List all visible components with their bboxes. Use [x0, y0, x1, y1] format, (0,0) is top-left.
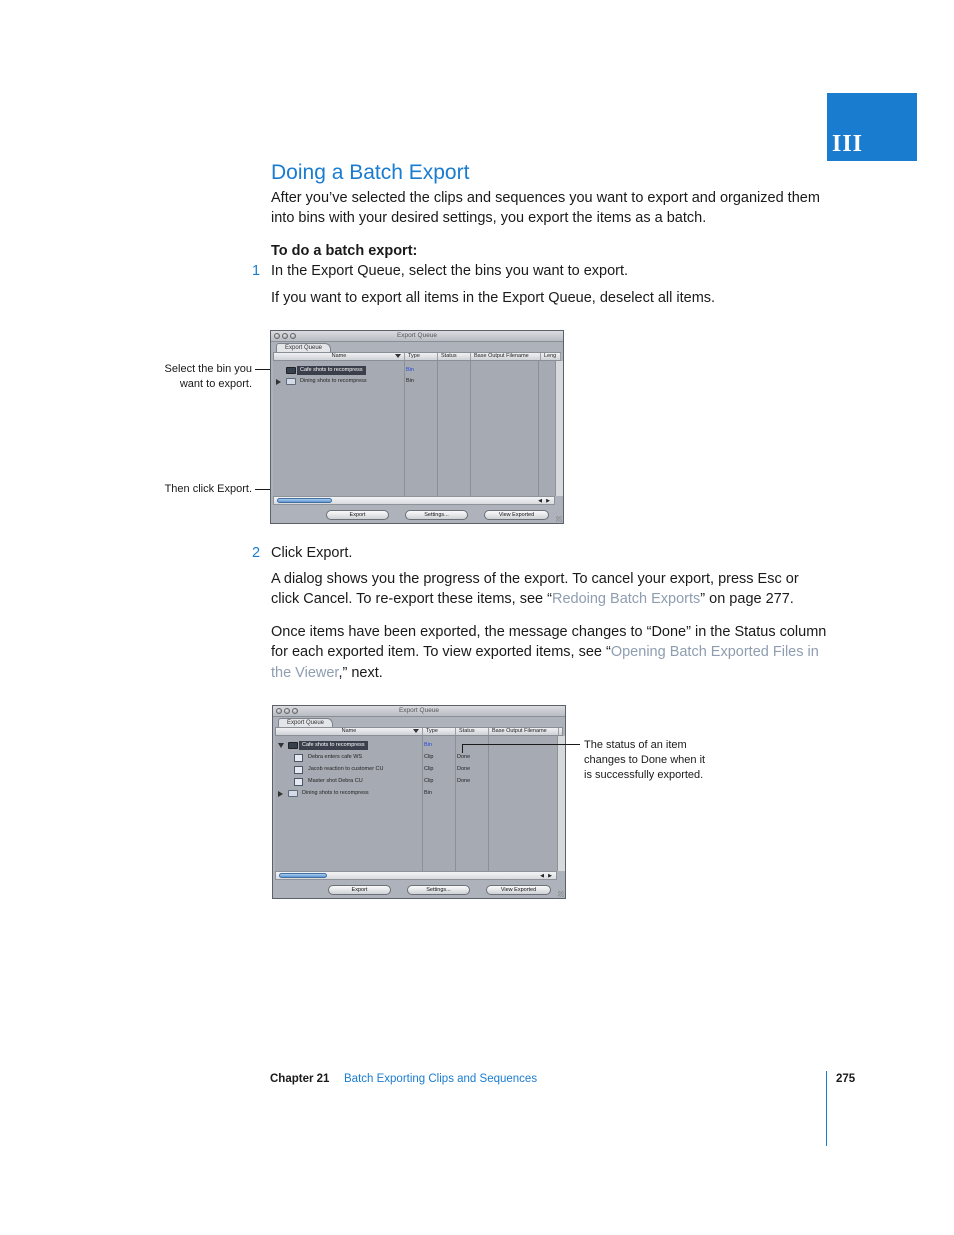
part-tab-label: III: [832, 131, 864, 157]
resize-grip-icon[interactable]: [558, 891, 564, 897]
column-header: [275, 727, 563, 736]
column-status[interactable]: Status: [438, 353, 471, 360]
column-base-output-filename[interactable]: Base Output Filename: [471, 353, 541, 360]
export-button[interactable]: Export: [326, 510, 389, 520]
list-item-name: Jacob reaction to customer CU: [308, 766, 384, 772]
settings-button[interactable]: Settings...: [407, 885, 470, 895]
callout-select-bin: [150, 362, 252, 392]
column-length[interactable]: Leng: [541, 353, 561, 360]
page-number: 275: [836, 1073, 856, 1085]
link-opening-batch-exported-files[interactable]: Opening Batch Exported Files in: [610, 644, 819, 660]
folder-icon: [288, 742, 298, 749]
column-header: [273, 352, 561, 361]
export-button[interactable]: Export: [328, 885, 391, 895]
scroll-right-icon[interactable]: ▶: [546, 498, 550, 504]
task-heading: To do a batch export:: [271, 243, 418, 259]
step-2-para2-line1: Once items have been exported, the message changes to “Done” in the Status column: [271, 624, 827, 640]
list-item-name: Master shot Debra CU: [308, 778, 363, 784]
step-2-text: Click Export.: [271, 545, 353, 561]
part-tab: [827, 93, 917, 161]
horizontal-scrollbar[interactable]: [273, 496, 555, 505]
callout-status-line-2: changes to Done when it: [584, 754, 706, 766]
callout-status-done: [584, 738, 724, 783]
resize-grip-icon[interactable]: [556, 516, 562, 522]
export-queue-window-1: [270, 330, 564, 524]
step-2-para2-line3: the Viewer,” next.: [271, 665, 383, 681]
leader-line-status-h: [462, 744, 580, 745]
step-1-number: 1: [252, 263, 261, 279]
callout-select-line-2: want to export.: [179, 378, 252, 390]
footer-chapter: Chapter 21: [270, 1073, 330, 1085]
callout-status-line-1: The status of an item: [584, 739, 687, 751]
scroll-thumb[interactable]: [279, 873, 327, 878]
tab-export-queue[interactable]: Export Queue: [278, 718, 333, 728]
step-1-text: In the Export Queue, select the bins you want to export.: [271, 263, 629, 279]
list-item-type: Bin: [406, 378, 414, 384]
column-name[interactable]: Name: [276, 728, 423, 735]
list-item-type: Clip: [424, 778, 434, 784]
intro-line-1: After you’ve selected the clips and sequences you want to export and organized them: [271, 190, 820, 206]
callout-status-line-3: is successfully exported.: [584, 769, 704, 781]
tab-export-queue[interactable]: Export Queue: [276, 343, 331, 353]
window-titlebar: [271, 331, 563, 342]
step-2-para2-line2: for each exported item. To view exported items, see “Opening Batch Exported Files in: [271, 644, 819, 660]
view-exported-button[interactable]: View Exported: [484, 510, 549, 520]
list-item-status: Done: [457, 778, 471, 784]
sort-descending-icon: [395, 354, 401, 358]
scroll-thumb[interactable]: [277, 498, 332, 503]
vertical-scrollbar[interactable]: [557, 736, 565, 871]
settings-button[interactable]: Settings...: [405, 510, 468, 520]
list-item-name: Dining shots to recompress: [302, 790, 369, 796]
disclosure-triangle-icon[interactable]: [278, 791, 283, 797]
list-item-name: Cafe shots to recompress: [299, 741, 368, 750]
window-title: Export Queue: [398, 707, 440, 714]
export-list: [273, 361, 555, 496]
button-bar: [273, 883, 565, 897]
callout-select-line-1: Select the bin you: [164, 363, 252, 375]
list-item-type: Clip: [424, 766, 434, 772]
list-item-name: Dining shots to recompress: [300, 378, 367, 384]
button-bar: [271, 508, 563, 522]
list-item-type: Clip: [424, 754, 434, 760]
step-2-para1-line1: A dialog shows you the progress of the export. To cancel your export, press Esc or: [271, 571, 799, 587]
link-redoing-batch-exports[interactable]: Redoing Batch Exports: [551, 591, 701, 607]
export-list: [275, 736, 557, 871]
folder-icon: [288, 790, 298, 797]
step-2-para1-line2: click Cancel. To re-export these items, see “Redoing Batch Exports” on page 277.: [271, 591, 794, 607]
vertical-scrollbar[interactable]: [555, 361, 563, 496]
view-exported-button[interactable]: View Exported: [486, 885, 551, 895]
column-type[interactable]: Type: [405, 353, 438, 360]
column-type[interactable]: Type: [423, 728, 456, 735]
clip-icon: [294, 778, 303, 786]
horizontal-scrollbar[interactable]: [275, 871, 557, 880]
column-name[interactable]: Name: [274, 353, 405, 360]
tab-bar: [273, 717, 565, 727]
step-2-number: 2: [252, 545, 261, 561]
intro-line-2: into bins with your desired settings, you export the items as a batch.: [271, 210, 707, 226]
tab-bar: [271, 342, 563, 352]
footer-chapter-title: Batch Exporting Clips and Sequences: [344, 1073, 538, 1085]
footer-divider: [826, 1071, 827, 1146]
list-item-name: Cafe shots to recompress: [297, 366, 366, 375]
list-item-type: Bin: [406, 367, 414, 373]
disclosure-triangle-icon[interactable]: [276, 379, 281, 385]
folder-icon: [286, 378, 296, 385]
leader-line-status-v: [462, 744, 463, 753]
folder-icon: [286, 367, 296, 374]
list-item-name: Debra enters cafe WS: [308, 754, 363, 760]
clip-icon: [294, 766, 303, 774]
window-title: Export Queue: [396, 332, 438, 339]
list-item-type: Bin: [424, 742, 432, 748]
scroll-left-icon[interactable]: ◀: [540, 873, 544, 879]
window-titlebar: [273, 706, 565, 717]
list-item-status: Done: [457, 766, 471, 772]
link-the-viewer[interactable]: the Viewer: [271, 665, 339, 681]
section-title: Doing a Batch Export: [271, 161, 470, 184]
list-item-type: Bin: [424, 790, 432, 796]
list-item-status: Done: [457, 754, 471, 760]
callout-click-export: Then click Export.: [164, 483, 252, 495]
column-status[interactable]: Status: [456, 728, 489, 735]
column-base-output-filename[interactable]: Base Output Filename: [489, 728, 559, 735]
clip-icon: [294, 754, 303, 762]
export-queue-window-2: [272, 705, 566, 899]
scroll-right-icon[interactable]: ▶: [548, 873, 552, 879]
step-1-note: If you want to export all items in the Export Queue, deselect all items.: [271, 290, 716, 306]
scroll-left-icon[interactable]: ◀: [538, 498, 542, 504]
sort-descending-icon: [413, 729, 419, 733]
disclosure-open-icon[interactable]: [278, 743, 284, 748]
